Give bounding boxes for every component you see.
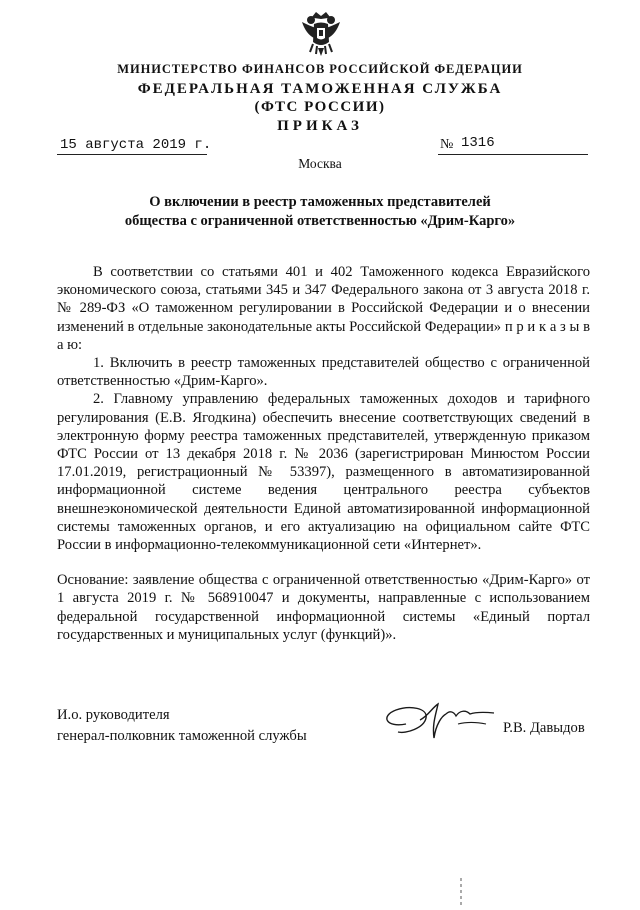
document-type: ПРИКАЗ <box>277 118 363 134</box>
signatory-position-line-2: генерал-полковник таможенной службы <box>57 728 307 744</box>
scan-artifact <box>459 878 463 905</box>
signatory-name: Р.В. Давыдов <box>503 720 585 736</box>
city: Москва <box>298 156 342 171</box>
order-title-line-2: общества с ограниченной ответственностью «Дрим-Карго» <box>124 213 516 229</box>
service-name: ФЕДЕРАЛЬНАЯ ТАМОЖЕННАЯ СЛУЖБА <box>137 81 503 97</box>
clause-2-paragraph: 2. Главному управлению федеральных таможенных доходов и тарифного регулирования (Е.В. Ягодкина) обеспечить внесение соответствующих сведений в электронную форму реестра таможенных представителей, утвержденную приказом ФТС России от 13 декабря 2018 г. № 2036 (зарегистрирован Минюстом России 17.01.2019, регистрационный № 53397), размещенного в автоматизированной информационной системе ведения центрального реестра субъектов внешнеэкономической деятельности Единой автоматизированной информационной системы таможенных органов, и его актуализацию на официальном сайте ФТС России в информационно-телекоммуникационной сети «Интернет». <box>57 391 590 554</box>
ministry-name: МИНИСТЕРСТВО ФИНАНСОВ РОССИЙСКОЙ ФЕДЕРАЦИИ <box>117 62 523 76</box>
double-headed-eagle-emblem-icon <box>300 8 342 58</box>
order-number-sign: № <box>440 137 454 152</box>
signatory-position-line-1: И.о. руководителя <box>57 707 170 723</box>
order-date: 15 августа 2019 г. <box>60 137 212 153</box>
order-title <box>0 193 640 231</box>
basis-paragraph: Основание: заявление общества с ограниченной ответственностью «Дрим-Карго» от 1 августа 2019 г. № 568910047 и документы, направленные с использованием федеральной государственной информационной системы «Единый портал государственных и муниципальных услуг (функций)». <box>57 572 590 643</box>
service-abbreviation: (ФТС РОССИИ) <box>254 99 386 115</box>
order-title-line-1: О включении в реестр таможенных представителей <box>149 194 491 210</box>
order-body <box>57 263 590 644</box>
signatory-position <box>57 705 307 747</box>
number-underline <box>438 154 588 155</box>
preamble-paragraph: В соответствии со статьями 401 и 402 Таможенного кодекса Евразийского экономического союза, статьями 345 и 347 Федерального закона от 3 августа 2018 г. № 289-ФЗ «О таможенном регулировании в Российской Федерации и о внесении изменений в отдельные законодательные акты Российской Федерации» п р и к а з ы в а ю: <box>57 264 590 353</box>
date-underline <box>57 154 207 155</box>
clause-1-paragraph: 1. Включить в реестр таможенных представителей общество с ограниченной ответственностью «Дрим-Карго». <box>57 355 590 390</box>
order-number: 1316 <box>461 135 495 151</box>
handwritten-signature <box>376 694 501 748</box>
